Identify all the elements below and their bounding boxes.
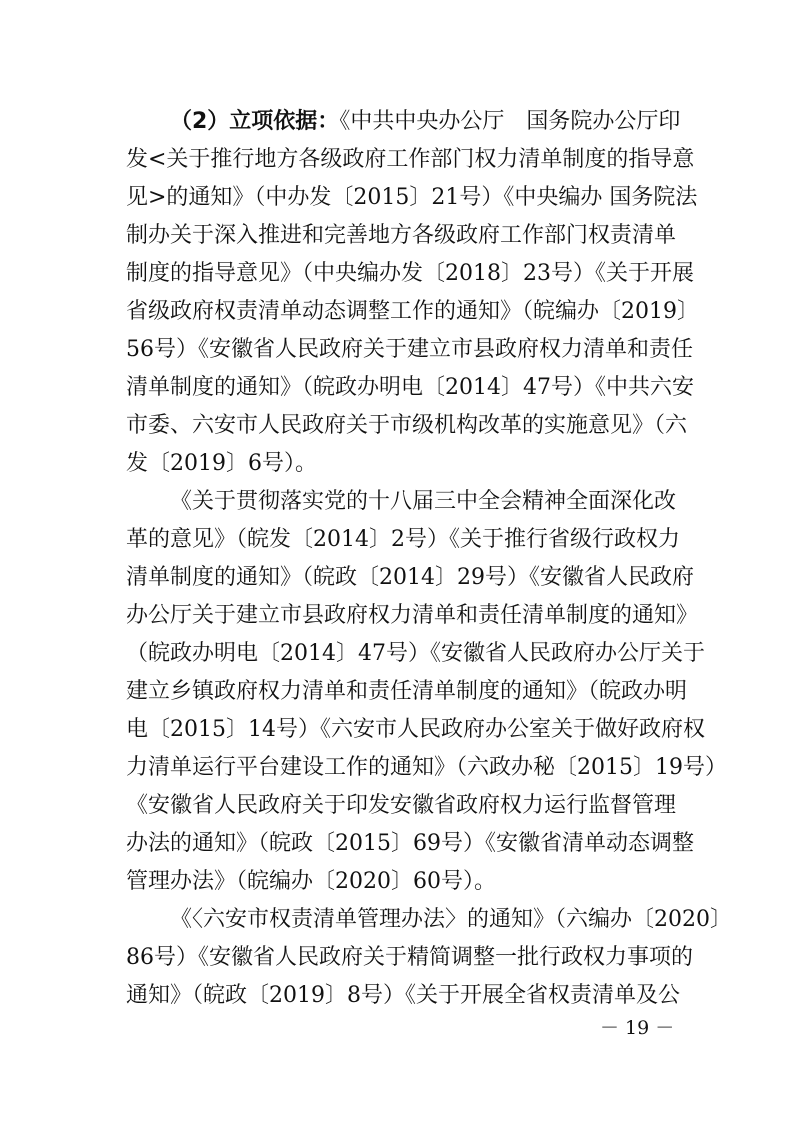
- paragraph-1-line-1-text: 《中共中央办公厅 国务院办公厅印: [339, 109, 681, 134]
- paragraph-1-line: 制办关于深入推进和完善地方各级政府工作部门权责清单: [126, 223, 677, 248]
- paragraph-2-line: 管理办法》（皖编办〔2020〕60号）。: [126, 869, 496, 894]
- paragraph-1-line: 市委、六安市人民政府关于市级机构改革的实施意见》（六: [126, 413, 688, 438]
- paragraph-1-line: 发<关于推行地方各级政府工作部门权力清单制度的指导意: [126, 147, 695, 172]
- paragraph-2-line: （皖政办明电〔2014〕47号）《安徽省人民政府办公厅关于: [126, 641, 705, 666]
- paragraph-2-line: 《关于贯彻落实党的十八届三中全会精神全面深化改: [170, 489, 677, 514]
- paragraph-2-line: 办公厅关于建立市县政府权力清单和责任清单制度的通知》: [126, 603, 699, 628]
- paragraph-1-line: 56号）《安徽省人民政府关于建立市县政府权力清单和责任: [126, 337, 693, 362]
- paragraph-2-line: 力清单运行平台建设工作的通知》（六政办秘〔2015〕19号）: [126, 755, 727, 780]
- paragraph-2-line: 清单制度的通知》（皖政〔2014〕29号）《安徽省人民政府: [126, 565, 694, 590]
- paragraph-1-heading: （2）立项依据：: [170, 109, 340, 134]
- paragraph-2-line: 办法的通知》（皖政〔2015〕69号）《安徽省清单动态调整: [126, 831, 694, 856]
- paragraph-2-line: 建立乡镇政府权力清单和责任清单制度的通知》（皖政办明: [126, 679, 688, 704]
- paragraph-2-line: 电〔2015〕14号）《六安市人民政府办公室关于做好政府权: [126, 717, 705, 742]
- paragraph-2-line: 《安徽省人民政府关于印发安徽省政府权力运行监督管理: [126, 793, 677, 818]
- paragraph-1-line: 清单制度的通知》（皖政办明电〔2014〕47号）《中共六安: [126, 375, 694, 400]
- paragraph-2-line: 革的意见》（皖发〔2014〕2号）《关于推行省级行政权力: [126, 527, 680, 552]
- page-number: － 19 －: [600, 1017, 675, 1039]
- paragraph-1-line: 见>的通知》（中办发〔2015〕21号）《中央编办 国务院法: [126, 185, 698, 210]
- paragraph-3-line: 86号）《安徽省人民政府关于精简调整一批行政权力事项的: [126, 945, 693, 970]
- paragraph-3-line: 《〈六安市权责清单管理办法〉的通知》（六编办〔2020〕: [170, 907, 732, 932]
- paragraph-1-line-1: [170, 104, 681, 140]
- paragraph-1-line: 发〔2019〕6号）。: [126, 451, 317, 476]
- paragraph-1-line: 制度的指导意见》（中央编办发〔2018〕23号）《关于开展: [126, 261, 694, 286]
- paragraph-3-line: 通知》（皖政〔2019〕8号）《关于开展全省权责清单及公: [126, 983, 680, 1008]
- paragraph-1-line: 省级政府权责清单动态调整工作的通知》（皖编办〔2019〕: [126, 299, 699, 324]
